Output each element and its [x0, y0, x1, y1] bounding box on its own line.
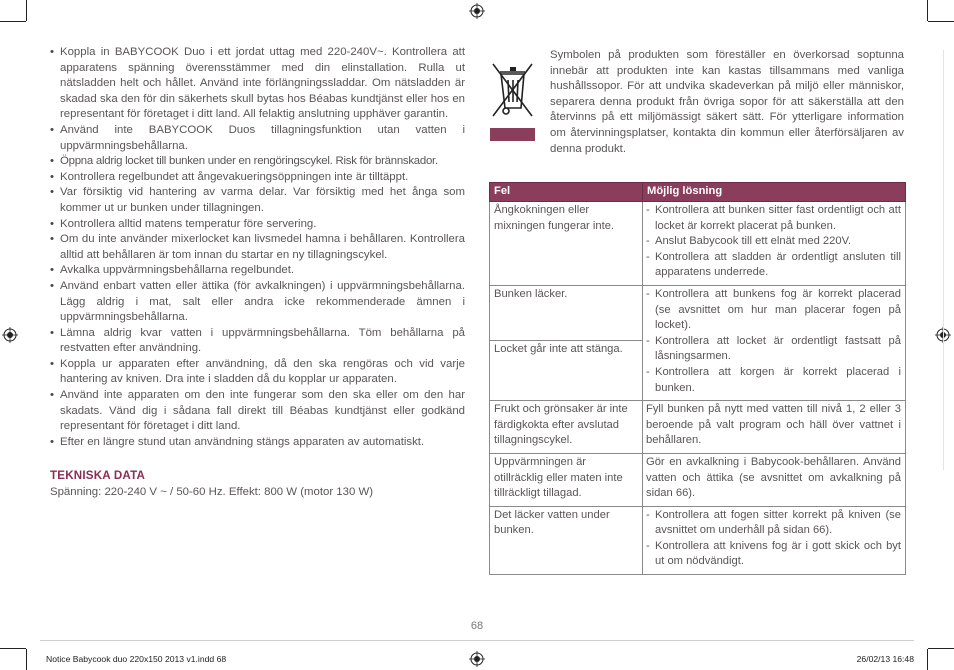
problem-cell: Locket går inte att stänga. — [490, 341, 643, 401]
solution-cell — [643, 202, 906, 286]
list-item: • Använd inte BABYCOOK Duos tillagningsfunktion utan vatten i uppvärmningsbehållarna. — [50, 123, 465, 154]
crop-mark — [927, 649, 928, 670]
problem-cell: Uppvärmningen är otillräcklig eller maten inte tillräckligt tillagad. — [490, 453, 643, 506]
list-item: • Kontrollera regelbundet att ångevakueringsöppningen inte är tilltäppt. — [50, 170, 465, 186]
problem-cell: Ångkokningen eller mixningen fungerar inte. — [490, 202, 643, 286]
solution-item: - Kontrollera att knivens fog är i gott skick och byt ut om nödvändigt. — [646, 539, 901, 570]
safety-instructions — [50, 45, 465, 501]
solution-cell — [643, 506, 906, 574]
list-item: • Öppna aldrig locket till bunken under en rengöringscykel. Risk för brännskador. — [50, 154, 465, 170]
footer-date: 26/02/13 16:48 — [856, 654, 914, 664]
crop-mark — [26, 649, 27, 670]
registration-mark-icon — [469, 3, 485, 19]
table-row — [490, 453, 906, 506]
solution-item: - Anslut Babycook till ett elnät med 220V. — [646, 234, 901, 250]
list-item: • Avkalka uppvärmningsbehållarna regelbundet. — [50, 263, 465, 279]
list-item: • Var försiktig vid hantering av varma delar. Var försiktig med het ånga som kommer ut ur bunken under tillagningen. — [50, 185, 465, 216]
tech-data-heading: TEKNISKA DATA — [50, 469, 146, 483]
footer-divider — [40, 640, 914, 641]
troubleshooting-table — [489, 182, 906, 575]
weee-disposal-text: Symbolen på produkten som föreställer en överkorsad soptunna innebär att produkten inte kan kastas tillsammans med vanliga hushållssopor. För att undvika skadeverkan på miljö eller människor, separera denna produkt från övriga sopor för att säkerställa att den återvinns på ett miljömässigt säkert sätt. För ytterligare information om återvinningsplatser, kontakta din kommun eller återförsäljaren av denna produkt. — [550, 49, 904, 155]
crop-mark — [0, 648, 26, 649]
list-item: • Lämna aldrig kvar vatten i uppvärmningsbehållarna. Töm behållarna på restvatten efter användning. — [50, 326, 465, 357]
solution-text: Gör en avkalkning i Babycook-behållaren. Använd vatten och ättika (se avsnittet om avkalkning på sidan 66). — [646, 455, 901, 500]
solution-item: - Kontrollera att sladden är ordentligt ansluten till apparatens underrede. — [646, 250, 901, 281]
list-item: • Koppla ur apparaten efter användning, då den ska rengöras och vid varje hantering av kniven. Dra inte i sladden då du kopplar ur apparaten. — [50, 357, 465, 388]
table-header-row — [490, 183, 906, 202]
table-row — [490, 202, 906, 286]
solution-cell — [643, 453, 906, 506]
crop-mark — [928, 21, 954, 22]
crop-mark — [928, 648, 954, 649]
column-header-solution: Möjlig lösning — [643, 183, 906, 202]
registration-mark-icon — [469, 651, 485, 667]
solution-item: - Kontrollera att bunkens fog är korrekt placerad (se avsnittet om hur man placerar fogen på locket). — [646, 287, 901, 334]
crop-mark — [927, 0, 928, 21]
crop-mark — [0, 21, 26, 22]
solution-cell — [643, 401, 906, 454]
list-item: • Koppla in BABYCOOK Duo i ett jordat uttag med 220-240V~. Kontrollera att apparatens spänning överensstämmer med din elinstallation. Rulla ut nätsladden helt och hållet. Använd inte förlängningssladdar. Om nätsladden är skadad ska den för din säkerhets skull bytas hos Béabas kundtjänst eller hos en representant för företaget i ditt land. All felaktig anslutning upphäver garantin. — [50, 45, 465, 123]
solution-cell — [643, 285, 906, 400]
registration-mark-icon — [2, 327, 18, 343]
page-edge-line — [943, 50, 944, 470]
table-row — [490, 401, 906, 454]
crossed-out-wheelie-bin-icon — [490, 60, 535, 142]
problem-cell: Bunken läcker. — [490, 285, 643, 340]
safety-list — [50, 45, 465, 450]
footer-file-info: Notice Babycook duo 220x150 2013 v1.indd 68 — [46, 654, 227, 664]
tech-data-text: Spänning: 220-240 V ~ / 50-60 Hz. Effekt: 800 W (motor 130 W) — [50, 486, 374, 499]
solution-item: - Kontrollera att bunken sitter fast ordentligt och att locket är korrekt placerat på bunken. — [646, 203, 901, 234]
list-item: • Efter en längre stund utan användning stängs apparaten av automatiskt. — [50, 435, 465, 451]
crop-mark — [26, 0, 27, 21]
table-row — [490, 285, 906, 340]
problem-cell: Det läcker vatten under bunken. — [490, 506, 643, 574]
column-header-problem: Fel — [490, 183, 643, 202]
list-item: • Använd enbart vatten eller ättika (för avkalkningen) i uppvärmningsbehållarna. Lägg aldrig i mat, salt eller andra icke rekommenderade ämnen i uppvärmningsbehållarna. — [50, 279, 465, 326]
table-row — [490, 506, 906, 574]
solution-item: - Kontrollera att korgen är korrekt placerad i bunken. — [646, 365, 901, 396]
list-item: • Om du inte använder mixerlocket kan livsmedel hamna i behållaren. Kontrollera alltid att behållaren är tom innan du startar en ny tillagningscykel. — [50, 232, 465, 263]
list-item: • Kontrollera alltid matens temperatur före servering. — [50, 217, 465, 233]
solution-text: Fyll bunken på nytt med vatten till nivå 1, 2 eller 3 beroende på valt program och häll över vattnet i behållaren. — [646, 403, 901, 447]
list-item: • Använd inte apparaten om den inte fungerar som den ska eller om den har skadats. Vänd dig i sådana fall direkt till Béabas kundtjänst eller godkänd representant för företaget i ditt land. — [50, 388, 465, 435]
problem-cell: Frukt och grönsaker är inte färdigkokta efter avslutad tillagningscykel. — [490, 401, 643, 454]
page-number: 68 — [470, 620, 484, 632]
solution-item: - Kontrollera att locket är ordentligt fastsatt på låsningsarmen. — [646, 334, 901, 365]
solution-item: - Kontrollera att fogen sitter korrekt på kniven (se avsnittet om underhåll på sidan 66). — [646, 508, 901, 539]
